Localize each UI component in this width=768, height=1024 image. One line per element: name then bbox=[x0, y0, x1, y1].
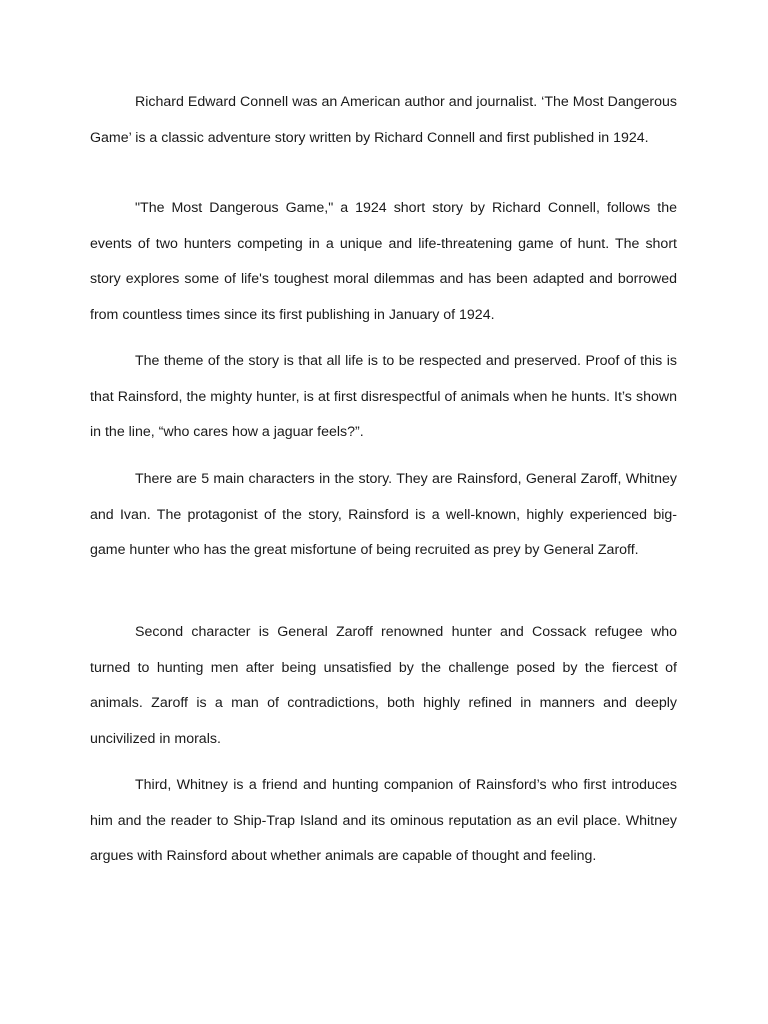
paragraph-main-characters: There are 5 main characters in the story. They are Rainsford, General Zaroff, Whitney and Ivan. The protagonist of the story, Rainsford is a well-known, highly experienced big-game hunter who has the great misfortune of being recruited as prey by General Zaroff. bbox=[90, 471, 677, 559]
paragraph-author-intro: Richard Edward Connell was an American author and journalist. ‘The Most Dangerous Game’ is a classic adventure story written by Richard Connell and first published in 1924. bbox=[90, 94, 677, 146]
paragraph-general-zaroff: Second character is General Zaroff renowned hunter and Cossack refugee who turned to hunting men after being unsatisfied by the challenge posed by the fiercest of animals. Zaroff is a man of contradictions, both highly refined in manners and deeply uncivilized in morals. bbox=[90, 624, 677, 747]
paragraph-story-summary: "The Most Dangerous Game," a 1924 short story by Richard Connell, follows the events of two hunters competing in a unique and life-threatening game of hunt. The short story explores some of life's toughest moral dilemmas and has been adapted and borrowed from countless times since its first publishing in January of 1924. bbox=[90, 200, 677, 323]
paragraph-theme: The theme of the story is that all life is to be respected and preserved. Proof of this is that Rainsford, the mighty hunter, is at first disrespectful of animals when he hunts. It’s shown in the line, “who cares how a jaguar feels?”. bbox=[90, 353, 677, 441]
paragraph-whitney: Third, Whitney is a friend and hunting companion of Rainsford’s who first introduces him and the reader to Ship-Trap Island and its ominous reputation as an evil place. Whitney argues with Rainsford about whether animals are capable of thought and feeling. bbox=[90, 777, 677, 865]
